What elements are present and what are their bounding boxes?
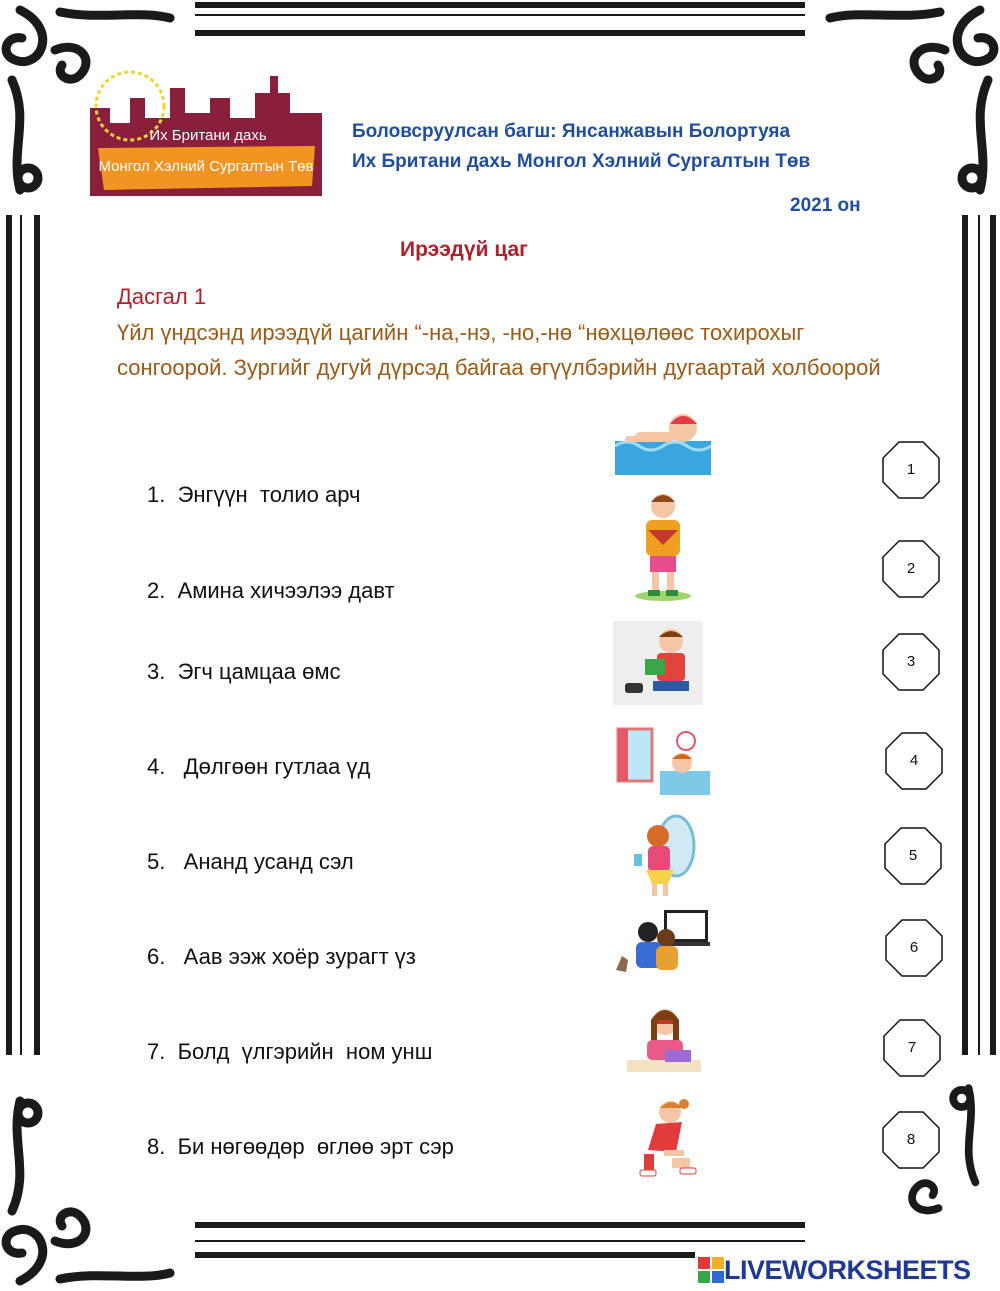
- number-target-7[interactable]: [883, 1019, 941, 1077]
- border-bottom-rule-thin: [195, 1240, 805, 1242]
- header-year: 2021 он: [790, 195, 861, 216]
- border-right-rule-outer: [990, 215, 996, 1055]
- logo-line2: Монгол Хэлний Сургалтын Төв: [98, 158, 314, 175]
- number-target-label: 6: [909, 939, 919, 956]
- border-right-rule: [962, 215, 968, 1055]
- header-school: Их Британи дахь Монгол Хэлний Сургалтын Төв: [352, 151, 811, 172]
- number-target-label: 5: [908, 847, 918, 864]
- girl-tying-shoes-icon[interactable]: [636, 1096, 702, 1178]
- sentence-item: 5. Ананд усанд сэл: [147, 849, 354, 874]
- header-teacher: Боловсруулсан багш: Янсанжавын Болортуяа: [352, 121, 791, 142]
- border-top-rule-inner: [195, 30, 805, 36]
- number-target-label: 3: [906, 653, 916, 670]
- liveworksheets-mark-icon: [698, 1257, 724, 1283]
- number-target-8[interactable]: [882, 1111, 940, 1169]
- border-top-rule-thin: [195, 14, 805, 16]
- number-target-label: 7: [907, 1039, 917, 1056]
- sentence-item: 6. Аав ээж хоёр зурагт үз: [147, 944, 416, 969]
- exercise-label: Дасгал 1: [117, 284, 207, 309]
- number-target-label: 2: [906, 560, 916, 577]
- girl-studying-icon[interactable]: [625, 1000, 703, 1076]
- number-target-5[interactable]: [884, 827, 942, 885]
- number-target-2[interactable]: [882, 540, 940, 598]
- family-watching-tv-icon[interactable]: [612, 908, 710, 978]
- sentence-item: 3. Эгч цамцаа өмс: [147, 659, 341, 684]
- page-title: Ирээдүй цаг: [400, 238, 528, 261]
- number-target-1[interactable]: [882, 441, 940, 499]
- sentence-item: 2. Амина хичээлээ давт: [147, 578, 395, 603]
- number-target-label: 4: [909, 752, 919, 769]
- border-left-rule-thin: [20, 215, 22, 1055]
- liveworksheets-logo: [698, 1254, 971, 1286]
- school-logo: [90, 68, 322, 196]
- sentence-item: 8. Би нөгөөдөр өглөө эрт сэр: [147, 1134, 454, 1159]
- number-target-4[interactable]: [885, 732, 943, 790]
- border-top-rule: [195, 2, 805, 8]
- swimming-boy-icon[interactable]: [615, 406, 711, 476]
- number-target-6[interactable]: [885, 919, 943, 977]
- boy-reading-icon[interactable]: [613, 621, 703, 705]
- corner-ornament-icon: [800, 0, 1000, 210]
- corner-ornament-icon: [0, 1081, 200, 1291]
- border-right-rule-thin: [978, 215, 980, 1055]
- logo-line1: Их Британи дахь: [149, 127, 267, 144]
- border-left-rule-inner: [34, 215, 40, 1055]
- child-waking-icon[interactable]: [616, 727, 712, 797]
- number-target-label: 8: [906, 1131, 916, 1148]
- girl-cleaning-mirror-icon[interactable]: [630, 810, 696, 898]
- border-bottom-rule: [195, 1222, 805, 1228]
- border-left-rule: [6, 215, 12, 1055]
- sentence-item: 4. Дөлгөөн гутлаа үд: [147, 754, 371, 779]
- border-bottom-rule-outer: [195, 1252, 695, 1258]
- boy-dressing-icon[interactable]: [630, 490, 696, 602]
- number-target-label: 1: [906, 461, 916, 478]
- number-target-3[interactable]: [882, 633, 940, 691]
- brand-text: LIVEWORKSHEETS: [724, 1254, 971, 1285]
- exercise-instruction: Үйл үндсэнд ирээдүй цагийн “-на,-нэ, -но,-нө “нөхцөлөөс тохирохыг сонгоорой. Зургийг дугуй дүрсэд байгаа өгүүлбэрийн дугаартай холбоорой: [117, 320, 881, 380]
- sentence-item: 1. Энгүүн толио арч: [147, 482, 361, 507]
- sentence-item: 7. Болд үлгэрийн ном унш: [147, 1039, 433, 1064]
